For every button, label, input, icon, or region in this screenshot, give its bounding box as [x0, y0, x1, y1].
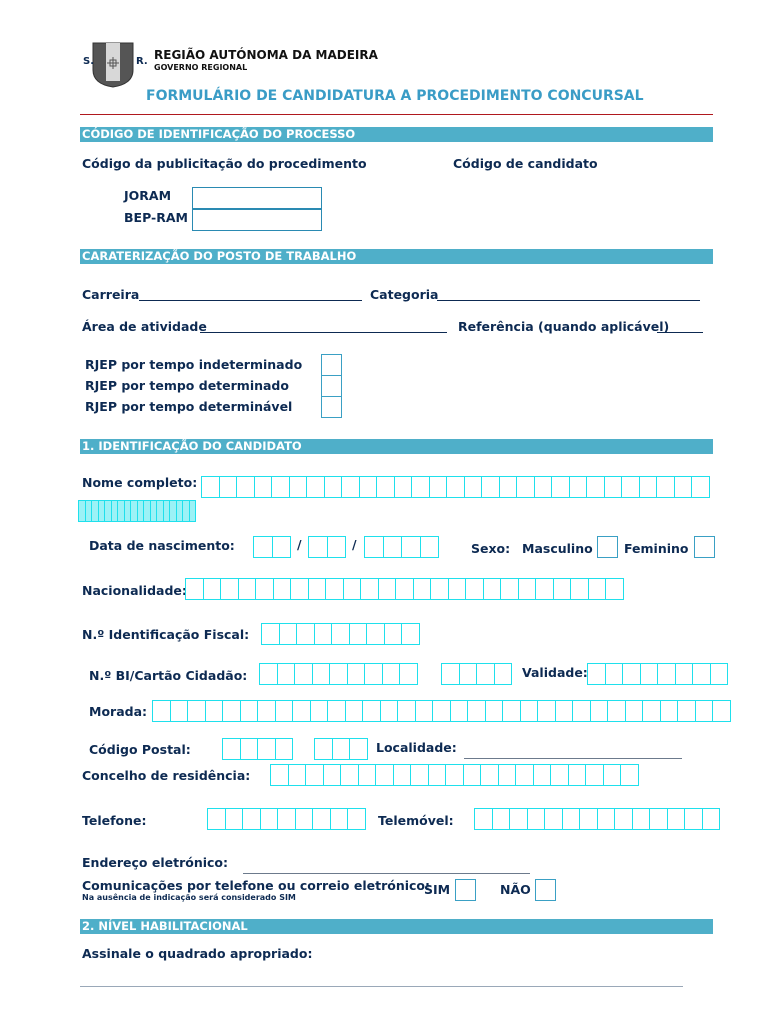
logo-letter-r: R.	[136, 56, 148, 67]
county-input[interactable]	[270, 764, 639, 786]
comms-yes-label: SIM	[424, 882, 451, 897]
rjep-indeterminate-checkbox[interactable]	[321, 354, 342, 376]
male-label: Masculino	[522, 541, 593, 556]
rjep-option-label: RJEP por tempo indeterminado	[85, 357, 303, 372]
locality-label: Localidade:	[376, 740, 457, 755]
id-card-number-input[interactable]	[259, 663, 418, 685]
postal-code-main-input[interactable]	[222, 738, 293, 760]
section-heading-process-code: CÓDIGO DE IDENTIFICAÇÃO DO PROCESSO	[80, 127, 713, 142]
section-heading-candidate: 1. IDENTIFICAÇÃO DO CANDIDATO	[80, 439, 713, 454]
org-name: REGIÃO AUTÓNOMA DA MADEIRA	[154, 48, 378, 62]
address-input[interactable]	[152, 700, 731, 722]
reference-input[interactable]	[657, 332, 703, 333]
full-name-label: Nome completo:	[82, 475, 198, 490]
comms-no-label: NÃO	[500, 882, 531, 897]
coat-of-arms-logo	[92, 42, 134, 88]
publication-code-label: Código da publicitação do procedimento	[82, 156, 367, 171]
category-input[interactable]	[437, 300, 700, 301]
activity-area-input[interactable]	[200, 332, 447, 333]
birth-month-input[interactable]	[308, 536, 346, 558]
nationality-input[interactable]	[185, 578, 624, 600]
date-separator: /	[297, 537, 302, 552]
reference-label: Referência (quando aplicável)	[458, 319, 670, 334]
bepram-label: BEP-RAM	[124, 210, 188, 225]
female-label: Feminino	[624, 541, 689, 556]
postal-code-ext-input[interactable]	[314, 738, 368, 760]
email-input[interactable]	[243, 873, 530, 874]
mobile-label: Telemóvel:	[378, 813, 454, 828]
locality-input[interactable]	[464, 758, 682, 759]
date-separator: /	[352, 537, 357, 552]
comms-yes-checkbox[interactable]	[455, 879, 476, 901]
birth-date-label: Data de nascimento:	[89, 538, 235, 553]
page-bottom-rule	[80, 986, 683, 987]
comms-note: Na ausência de indicação será considerado SIM	[82, 893, 296, 902]
nationality-label: Nacionalidade:	[82, 583, 187, 598]
bepram-input[interactable]	[192, 209, 322, 231]
joram-label: JORAM	[124, 188, 172, 203]
career-input[interactable]	[139, 300, 362, 301]
nif-input[interactable]	[261, 623, 420, 645]
validity-label: Validade:	[522, 665, 588, 680]
rjep-determinate-checkbox[interactable]	[321, 375, 342, 397]
section-heading-job: CARATERIZAÇÃO DO POSTO DE TRABALHO	[80, 249, 713, 264]
id-card-check-input[interactable]	[441, 663, 512, 685]
career-label: Carreira	[82, 287, 140, 302]
candidate-code-label: Código de candidato	[453, 156, 598, 171]
page-title: FORMULÁRIO DE CANDIDATURA A PROCEDIMENTO CONCURSAL	[146, 88, 644, 104]
mobile-input[interactable]	[474, 808, 720, 830]
full-name-input-continued[interactable]	[78, 500, 196, 522]
section-heading-education: 2. NÍVEL HABILITACIONAL	[80, 919, 713, 934]
phone-label: Telefone:	[82, 813, 147, 828]
birth-year-input[interactable]	[364, 536, 439, 558]
header-rule	[80, 114, 713, 115]
activity-area-label: Área de atividade	[82, 319, 207, 334]
rjep-determinable-checkbox[interactable]	[321, 396, 342, 418]
nif-label: N.º Identificação Fiscal:	[82, 627, 250, 642]
sex-label: Sexo:	[471, 541, 511, 556]
category-label: Categoria	[370, 287, 439, 302]
education-instruction: Assinale o quadrado apropriado:	[82, 946, 313, 961]
female-checkbox[interactable]	[694, 536, 715, 558]
rjep-option-label: RJEP por tempo determinado	[85, 378, 289, 393]
logo-letter-s: S.	[83, 56, 95, 67]
org-subtitle: GOVERNO REGIONAL	[154, 63, 248, 72]
validity-input[interactable]	[587, 663, 728, 685]
email-label: Endereço eletrónico:	[82, 855, 229, 870]
male-checkbox[interactable]	[597, 536, 618, 558]
postal-code-label: Código Postal:	[89, 742, 191, 757]
full-name-input[interactable]	[201, 476, 710, 498]
address-label: Morada:	[89, 704, 148, 719]
comms-no-checkbox[interactable]	[535, 879, 556, 901]
county-label: Concelho de residência:	[82, 768, 251, 783]
id-card-label: N.º BI/Cartão Cidadão:	[89, 668, 248, 683]
phone-input[interactable]	[207, 808, 366, 830]
birth-day-input[interactable]	[253, 536, 291, 558]
comms-label: Comunicações por telefone ou correio eletrónico:	[82, 878, 431, 893]
rjep-option-label: RJEP por tempo determinável	[85, 399, 293, 414]
joram-input[interactable]	[192, 187, 322, 209]
